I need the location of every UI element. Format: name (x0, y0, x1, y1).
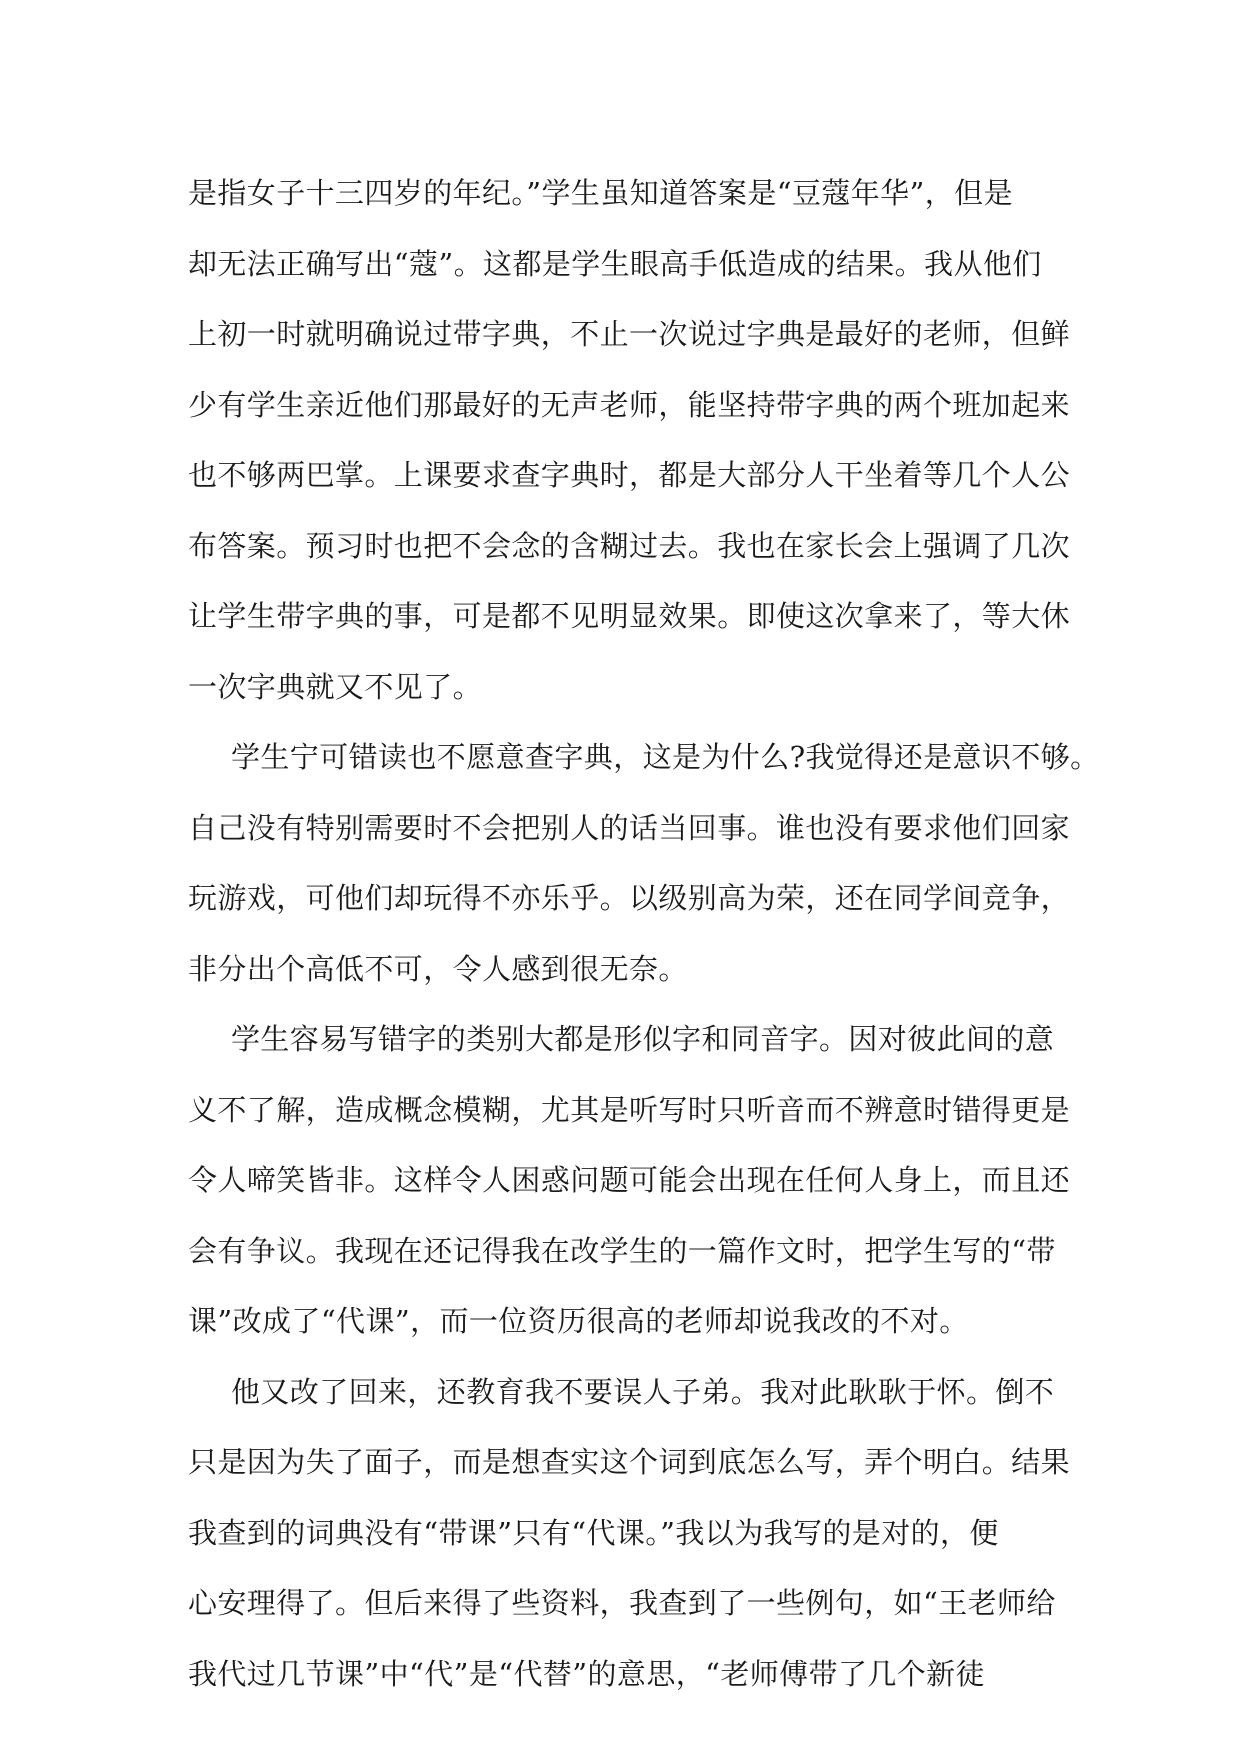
text-line: 非分出个高低不可，令人感到很无奈。 (188, 951, 688, 986)
text-line: 只是因为失了面子，而是想查实这个词到底怎么写，弄个明白。结果 (188, 1445, 1071, 1479)
text-line: 学生宁可错读也不愿意查字典，这是为什么?我觉得还是意识不够。 (231, 740, 1100, 774)
text-line: 学生容易写错字的类别大都是形似字和同音字。因对彼此间的意 (231, 1022, 1055, 1056)
body-text (188, 158, 1100, 1709)
text-line: 玩游戏，可他们却玩得不亦乐乎。以级别高为荣，还在同学间竞争， (188, 881, 1071, 915)
text-line: 他又改了回来，还教育我不要误人子弟。我对此耿耿于怀。倒不 (231, 1374, 1055, 1409)
text-line: 自己没有特别需要时不会把别人的话当回事。谁也没有要求他们回家 (188, 810, 1071, 845)
text-line: 一次字典就又不见了。 (188, 669, 483, 704)
text-line: 也不够两巴掌。上课要求查字典时，都是大部分人干坐着等几个人公 (188, 458, 1071, 492)
text-line: 让学生带字典的事，可是都不见明显效果。即使这次拿来了，等大休 (188, 599, 1071, 633)
text-line: 义不了解，造成概念模糊，尤其是听写时只听音而不辨意时错得更是 (188, 1092, 1071, 1127)
text-line: 会有争议。我现在还记得我在改学生的一篇作文时，把学生写的“带 (188, 1233, 1056, 1268)
text-line: 我代过几节课”中“代”是“代替”的意思，“老师傅带了几个新徒 (188, 1656, 985, 1691)
text-line: 我查到的词典没有“带课”只有“代课。”我以为我写的是对的，便 (188, 1515, 999, 1550)
text-line: 令人啼笑皆非。这样令人困惑问题可能会出现在任何人身上，而且还 (188, 1163, 1071, 1197)
text-line: 是指女子十三四岁的年纪。”学生虽知道答案是“豆蔻年华”，但是 (188, 176, 1013, 210)
text-line: 心安理得了。但后来得了些资料，我查到了一些例句，如“王老师给 (188, 1586, 1056, 1620)
text-line: 课”改成了“代课”，而一位资历很高的老师却说我改的不对。 (188, 1304, 969, 1338)
text-line: 少有学生亲近他们那最好的无声老师，能坚持带字典的两个班加起来 (188, 387, 1071, 422)
text-line: 布答案。预习时也把不会念的含糊过去。我也在家长会上强调了几次 (188, 528, 1071, 563)
text-line: 却无法正确写出“蔻”。这都是学生眼高手低造成的结果。我从他们 (188, 246, 1042, 281)
text-line: 上初一时就明确说过带字典，不止一次说过字典是最好的老师，但鲜 (188, 317, 1071, 351)
